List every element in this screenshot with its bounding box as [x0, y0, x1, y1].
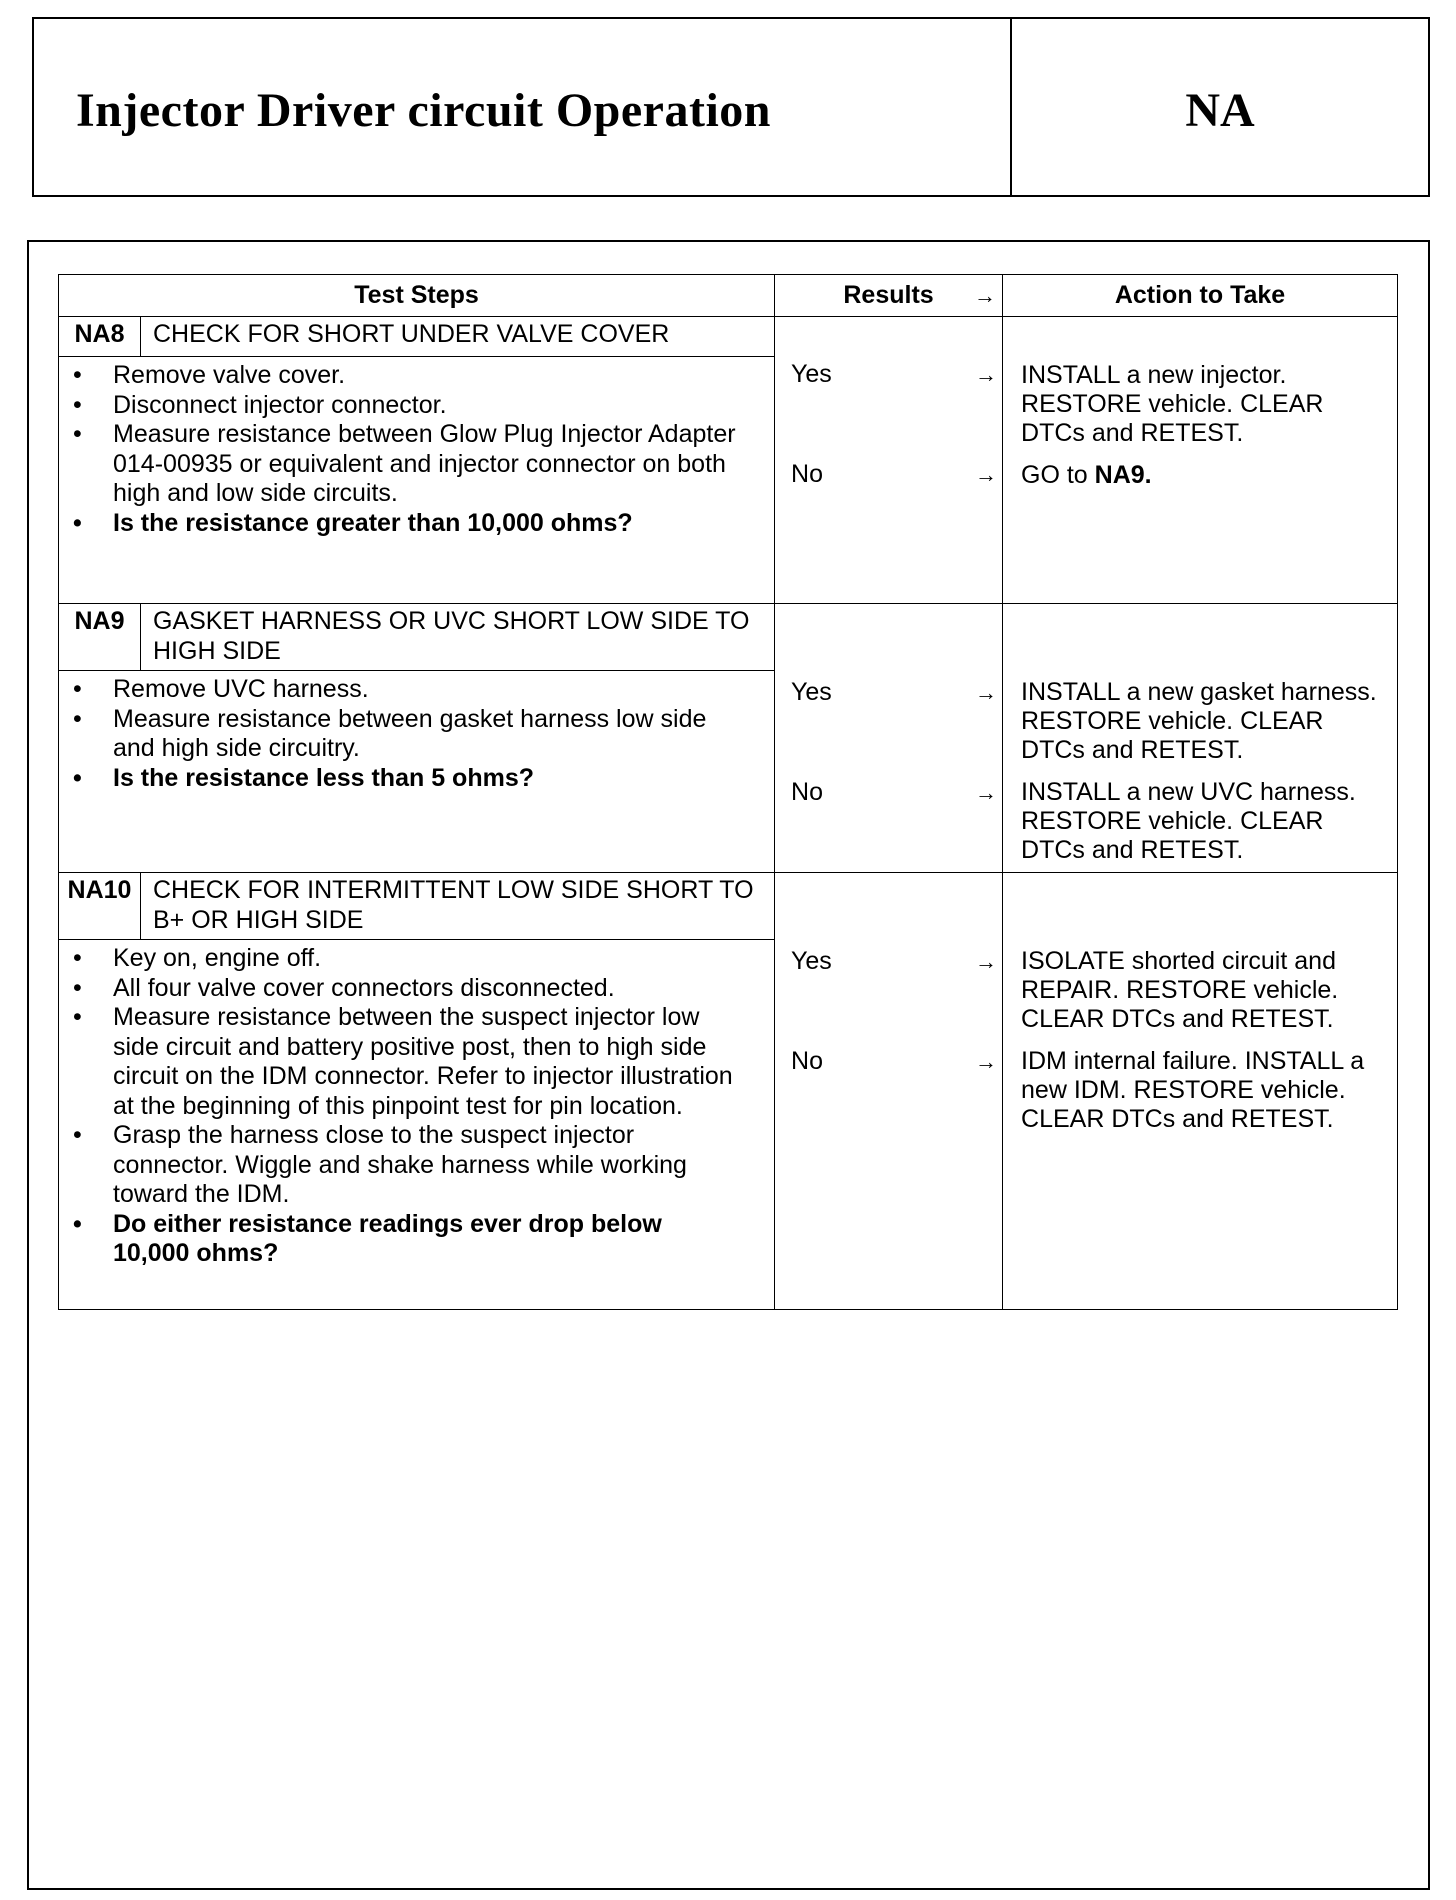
step-question: • Is the resistance greater than 10,000 ohms?	[113, 509, 744, 539]
results-cell	[775, 604, 1003, 873]
header-test-steps: Test Steps	[59, 275, 775, 317]
step-bullet: • Disconnect injector connector.	[113, 391, 744, 421]
step-instructions	[59, 357, 775, 604]
action-cell	[1003, 604, 1398, 873]
step-bullet: • Grasp the harness close to the suspect injector connector. Wiggle and shake harness while working toward the IDM.	[113, 1121, 744, 1210]
header-action: Action to Take	[1003, 275, 1398, 317]
step-title-row	[59, 873, 1398, 940]
step-bullet: • Measure resistance between Glow Plug Injector Adapter 014-00935 or equivalent and injector connector on both high and low side circuits.	[113, 420, 744, 509]
result-no-label: No	[791, 460, 823, 488]
arrow-icon: →	[975, 362, 998, 387]
action-yes: INSTALL a new injector. RESTORE vehicle. CLEAR DTCs and RETEST.	[1021, 361, 1324, 447]
header-results-label: Results	[843, 280, 934, 309]
result-yes-label: Yes	[791, 678, 832, 706]
step-title: CHECK FOR INTERMITTENT LOW SIDE SHORT TO B+ OR HIGH SIDE	[141, 873, 775, 940]
step-number: NA8	[59, 317, 141, 357]
action-no: IDM internal failure. INSTALL a new IDM. RESTORE vehicle. CLEAR DTCs and RETEST.	[1021, 1047, 1365, 1133]
results-cell	[775, 317, 1003, 604]
arrow-icon: →	[974, 283, 997, 308]
arrow-icon: →	[975, 780, 998, 805]
action-no-prefix: GO to	[1021, 461, 1095, 489]
step-bullet: • Measure resistance between gasket harness low side and high side circuitry.	[113, 705, 744, 764]
table-header-row	[59, 275, 1398, 317]
result-no-label: No	[791, 778, 823, 806]
step-bullet: • Remove UVC harness.	[113, 675, 744, 705]
result-yes-label: Yes	[791, 360, 832, 388]
result-no	[791, 1047, 998, 1077]
test-steps-table	[58, 274, 1398, 1310]
step-question: • Is the resistance less than 5 ohms?	[113, 764, 744, 794]
arrow-icon: →	[975, 949, 998, 974]
action-cell	[1003, 317, 1398, 604]
step-bullet: • Measure resistance between the suspect injector low side circuit and battery positive post, then to high side circuit on the IDM connector. Refer to injector illustration at the beginning of this pinpoint test for pin location.	[113, 1003, 744, 1121]
arrow-icon: →	[975, 462, 998, 487]
action-yes: ISOLATE shorted circuit and REPAIR. RESTORE vehicle. CLEAR DTCs and RETEST.	[1021, 947, 1339, 1033]
action-cell	[1003, 873, 1398, 1310]
step-title-row	[59, 317, 1398, 357]
page-header	[32, 17, 1430, 197]
result-no	[791, 460, 998, 490]
step-bullet: • Key on, engine off.	[113, 944, 744, 974]
header-results	[775, 275, 1003, 317]
step-instructions	[59, 940, 775, 1310]
result-no-label: No	[791, 1047, 823, 1075]
step-number: NA9	[59, 604, 141, 671]
result-yes	[791, 360, 998, 390]
result-no	[791, 778, 998, 808]
step-question: • Do either resistance readings ever drop below 10,000 ohms?	[113, 1210, 744, 1269]
results-cell	[775, 873, 1003, 1310]
result-yes-label: Yes	[791, 947, 832, 975]
section-code: NA	[1185, 84, 1255, 137]
result-yes	[791, 678, 998, 708]
step-title-row	[59, 604, 1398, 671]
step-title: GASKET HARNESS OR UVC SHORT LOW SIDE TO HIGH SIDE	[141, 604, 775, 671]
action-no-link: NA9.	[1094, 461, 1152, 489]
step-title: CHECK FOR SHORT UNDER VALVE COVER	[141, 317, 775, 357]
action-no: INSTALL a new UVC harness. RESTORE vehicle. CLEAR DTCs and RETEST.	[1021, 778, 1356, 864]
step-bullet: • Remove valve cover.	[113, 361, 744, 391]
arrow-icon: →	[975, 1049, 998, 1074]
arrow-icon: →	[975, 680, 998, 705]
action-yes: INSTALL a new gasket harness. RESTORE vehicle. CLEAR DTCs and RETEST.	[1021, 678, 1377, 764]
result-yes	[791, 947, 998, 977]
page-title: Injector Driver circuit Operation	[76, 84, 771, 137]
action-no	[1021, 461, 1391, 490]
step-bullet: • All four valve cover connectors disconnected.	[113, 974, 744, 1004]
step-number: NA10	[59, 873, 141, 940]
step-instructions	[59, 671, 775, 873]
